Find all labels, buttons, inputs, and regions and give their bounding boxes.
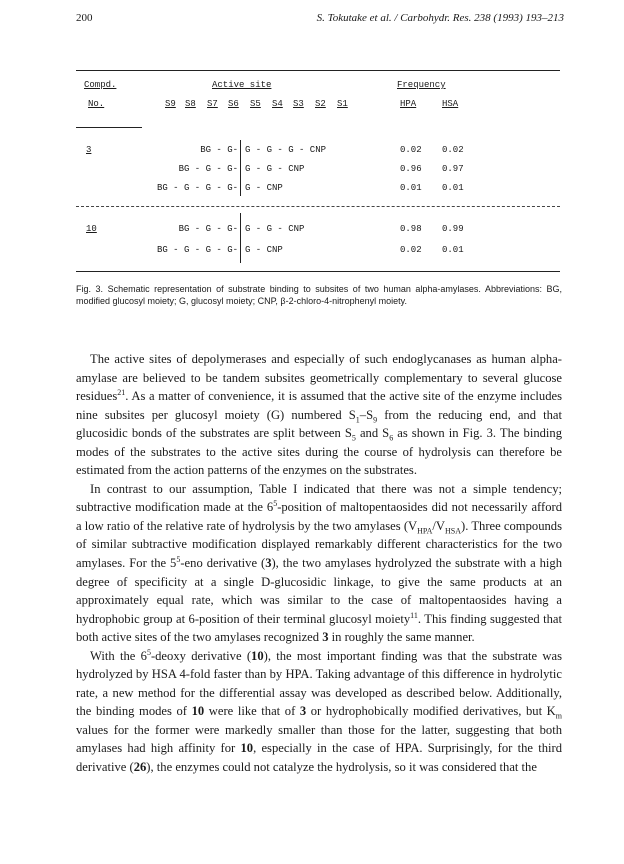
col-active-site: Active site [212,80,272,90]
row-right: G - G - G - CNP [245,145,327,155]
subsite-s8: S8 [185,99,196,109]
compd-rule [76,127,142,128]
row-left: BG - G - G - G- [156,245,238,255]
col-frequency: Frequency [397,80,446,90]
row-left: BG - G- [200,145,238,155]
body-text [76,350,562,777]
row-right: G - G - CNP [245,164,305,174]
subsite-s2: S2 [315,99,326,109]
paragraph-3: With the $6^5$-deoxy derivative (10), the most important finding was that the substrate was hydrolyzed by HSA 4-fold faster than by HPA. Taking advantage of this difference in hydrolytic rate, a new method for the differential assay was developed as described below. Additionally, the binding modes of 10 were like that of 3 or hydrophobically modified derivatives, but $K_m$ values for the former were markedly smaller than those for the latter, suggesting that both amylases had high affinity for 10, especially in the case of HPA. Surprisingly, for the third derivative (26), the enzymes could not catalyze the hydrolysis, so it was considered that the [76,647,562,775]
row-hpa: 0.02 [400,245,422,255]
subsite-s1: S1 [337,99,348,109]
compd-label: 10 [86,224,97,234]
col-compd-line2: No. [88,99,105,109]
row-hpa: 0.01 [400,183,422,193]
page-number: 200 [76,12,93,24]
col-hpa: HPA [400,99,417,109]
table-bottom-rule [76,271,560,272]
col-compd-line1: Compd. [84,80,117,90]
table-top-rule [76,70,560,71]
compd-label: 3 [86,145,92,155]
running-head: S. Tokutake et al. / Carbohydr. Res. 238 (1993) 193–213 [316,12,564,24]
paragraph-1: The active sites of depolymerases and especially of such endoglycanases as human alpha-amylase are believed to be tandem subsites geometrically complementary to several glucose residues$^{21}$. As a matter of convenience, it is assumed that the active site of the enzyme includes nine subsites per glucosyl moiety (G) numbered $S_1-S_9$ from the reducing end, and that glucosidic bonds of the substrates are split between $S_5$ and $S_6$ as shown in Fig. 3. The binding modes of the substrates to the active sites during the course of hydrolysis can therefore be estimated from the action patterns of the enzymes on the substrates. [76,352,562,478]
subsite-s3: S3 [293,99,304,109]
subsite-s5: S5 [250,99,261,109]
row-hsa: 0.02 [442,145,464,155]
row-hsa: 0.01 [442,245,464,255]
row-right: G - CNP [245,245,283,255]
row-hsa: 0.01 [442,183,464,193]
row-hpa: 0.96 [400,164,422,174]
caption-text: Schematic representation of substrate binding to subsites of two human alpha-amylases. Abbreviations: BG, modified glucosyl moiety; G, glucosyl moiety; CNP, β-2-chloro-4-nitrophenyl moiety. [76,284,562,306]
group-separator [76,206,560,207]
row-hpa: 0.98 [400,224,422,234]
row-left: BG - G - G- [178,164,238,174]
subsite-s4: S4 [272,99,283,109]
col-hsa: HSA [442,99,459,109]
cleavage-line-group2 [240,213,241,263]
subsite-s9: S9 [165,99,176,109]
cleavage-line-group1 [240,140,241,196]
row-left: BG - G - G - G- [156,183,238,193]
row-right: G - G - CNP [245,224,305,234]
subsite-s7: S7 [207,99,218,109]
row-right: G - CNP [245,183,283,193]
subsite-s6: S6 [228,99,239,109]
row-left: BG - G - G- [178,224,238,234]
caption-label: Fig. 3. [76,284,104,294]
row-hsa: 0.97 [442,164,464,174]
row-hpa: 0.02 [400,145,422,155]
row-hsa: 0.99 [442,224,464,234]
figure-caption [76,283,562,307]
paragraph-2: In contrast to our assumption, Table I indicated that there was not a simple tendency; subtractive modification made at the $6^5$-position of maltopentaosides did not necessarily afford a low ratio of the relative rate of hydrolysis by the two amylases $(V_{HPA}/V_{HSA})$. Three compounds of similar subtractive modification displayed remarkably different characteristics for the two amylases. For the $5^5$-eno derivative (3), the two amylases hydrolyzed the substrate with a high degree of specificity at a single D-glucosidic linkage, to give the same products at an approximately equal rate, which was similar to the case of maltopentaosides having a hydrophobic group at 6-position of their terminal glucosyl moiety$^{11}$. This finding suggested that both active sites of the two amylases recognized 3 in roughly the same manner. [76,481,563,645]
